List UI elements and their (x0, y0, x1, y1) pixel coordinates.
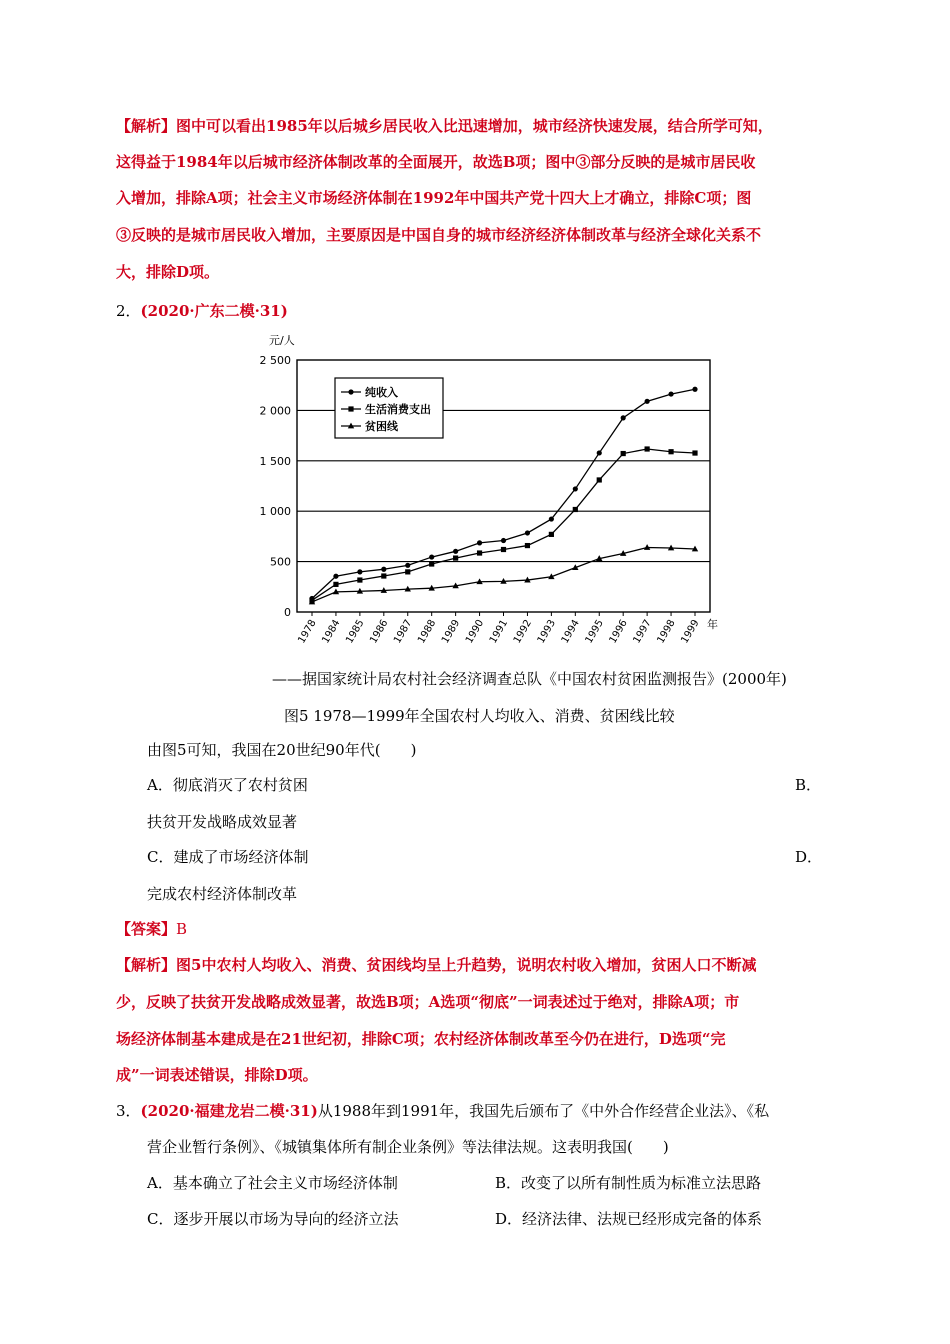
legend (335, 378, 443, 438)
y-tick-label: 2 000 (259, 404, 291, 418)
x-axis-label: 年 (707, 618, 718, 631)
x-tick-label: 1993 (535, 618, 558, 646)
y-tick-label: 0 (284, 606, 291, 619)
data-point (348, 406, 353, 411)
data-point (405, 563, 410, 568)
data-point (645, 399, 650, 404)
series-line (312, 449, 695, 600)
x-tick-label: 1986 (368, 618, 391, 646)
y-axis-label: 元/人 (269, 334, 295, 347)
data-point (621, 451, 626, 456)
x-tick-label: 1995 (583, 618, 606, 646)
q2-answer (116, 918, 187, 940)
question-source: (2020·福建龙岩二模·31) (140, 1102, 318, 1120)
data-point (668, 449, 673, 454)
x-tick-label: 1984 (320, 618, 343, 646)
chart-citation: ——据国家统计局农村社会经济调查总队《中国农村贫困监测报告》(2000年) (272, 670, 787, 688)
x-tick-label: 1994 (559, 618, 582, 646)
y-tick-label: 1 000 (259, 505, 291, 519)
q2-option-d-letter[interactable]: D． (795, 848, 823, 866)
data-point (333, 574, 338, 579)
q1-analysis-line-2: 这得益于1984年以后城市经济体制改革的全面展开，故选B项；图中③部分反映的是城市居民收 (116, 153, 756, 171)
data-point (357, 577, 362, 582)
q1-analysis-line-1 (116, 115, 773, 137)
x-tick-label: 1985 (344, 618, 367, 646)
data-point (348, 389, 353, 394)
data-point (597, 450, 602, 455)
series-triangle (309, 544, 698, 604)
q3-stem-line-2: 营企业暂行条例》、《城镇集体所有制企业条例》等法律法规。这表明我国( ) (147, 1138, 669, 1156)
q2-option-a[interactable]: A．彻底消灭了农村贫困 (147, 776, 308, 794)
data-point (477, 550, 482, 555)
data-point (453, 555, 458, 560)
data-point (381, 573, 386, 578)
answer-tag: 【答案】 (116, 920, 177, 938)
data-point (549, 532, 554, 537)
x-tick-label: 1999 (679, 618, 702, 646)
analysis-tag: 【解析】 (116, 117, 177, 135)
q2-option-b-letter[interactable]: B． (795, 776, 822, 794)
y-tick-labels (260, 354, 292, 619)
q2-analysis-line-3: 场经济体制基本建成是在21世纪初，排除C项；农村经济体制改革至今仍在进行，D选项“完 (116, 1030, 726, 1048)
question-number: 3． (116, 1102, 141, 1120)
data-point (333, 582, 338, 587)
q2-option-d-text[interactable]: 完成农村经济体制改革 (147, 885, 298, 903)
q2-analysis-line-1 (116, 954, 756, 976)
line-chart (255, 330, 725, 650)
data-point (573, 507, 578, 512)
y-tick-label: 1 500 (259, 454, 291, 468)
x-tick-labels (296, 612, 701, 646)
q2-analysis-line-2: 少，反映了扶贫开发战略成效显著，故选B项；A选项“彻底”一词表述过于绝对，排除A项；市 (116, 993, 740, 1011)
q2-option-c[interactable]: C．建成了市场经济体制 (147, 848, 309, 866)
data-point (405, 569, 410, 574)
analysis-tag: 【解析】 (116, 956, 177, 974)
data-point (357, 569, 362, 574)
data-point (525, 543, 530, 548)
y-tick-label: 500 (270, 555, 291, 569)
series-line (312, 547, 695, 601)
data-point (429, 554, 434, 559)
analysis-text: 图5中农村人均收入、消费、贫困线均呈上升趋势，说明农村收入增加，贫困人口不断减 (176, 956, 757, 974)
question-stem: 从1988年到1991年，我国先后颁布了《中外合作经营企业法》、《私 (317, 1102, 770, 1120)
answer-value: B (176, 920, 188, 938)
y-tick-label: 2 500 (259, 354, 291, 367)
data-point (692, 450, 697, 455)
data-point (501, 547, 506, 552)
q2-header (116, 300, 288, 322)
data-point (645, 446, 650, 451)
q3-option-a[interactable]: A．基本确立了社会主义市场经济体制 (147, 1174, 398, 1192)
x-tick-label: 1978 (296, 618, 319, 646)
q3-option-b[interactable]: B．改变了以所有制性质为标准立法思路 (495, 1174, 762, 1192)
q3-option-c[interactable]: C．逐步开展以市场为导向的经济立法 (147, 1210, 399, 1228)
q1-analysis-line-3: 入增加，排除A项；社会主义市场经济体制在1992年中国共产党十四大上才确立，排除C项；图 (116, 189, 752, 207)
data-point (525, 530, 530, 535)
data-point (549, 516, 554, 521)
q2-option-b-text[interactable]: 扶贫开发战略成效显著 (147, 813, 298, 831)
data-point (453, 549, 458, 554)
x-tick-label: 1992 (511, 618, 535, 646)
question-number: 2． (116, 302, 141, 320)
analysis-text: 图中可以看出1985年以后城乡居民收入比迅速增加，城市经济快速发展，结合所学可知， (176, 117, 773, 135)
x-tick-label: 1998 (655, 618, 678, 646)
data-point (429, 561, 434, 566)
data-point (573, 486, 578, 491)
data-point (597, 477, 602, 482)
x-tick-label: 1988 (416, 618, 439, 646)
question-source: (2020·广东二模·31) (140, 302, 288, 320)
data-point (477, 540, 482, 545)
q1-analysis-line-4: ③反映的是城市居民收入增加，主要原因是中国自身的城市经济经济体制改革与经济全球化关系不 (116, 226, 762, 244)
legend-label: 贫困线 (365, 420, 398, 433)
data-point (621, 415, 626, 420)
x-tick-label: 1997 (631, 618, 654, 646)
legend-label: 纯收入 (365, 386, 398, 399)
q3-option-d[interactable]: D．经济法律、法规已经形成完备的体系 (495, 1210, 763, 1228)
x-tick-label: 1989 (439, 618, 463, 646)
x-tick-label: 1996 (607, 618, 630, 646)
legend-label: 生活消费支出 (365, 403, 431, 416)
data-point (381, 567, 386, 572)
q2-analysis-line-4: 成”一词表述错误，排除D项。 (116, 1066, 318, 1084)
x-tick-label: 1990 (463, 618, 487, 646)
data-point (692, 387, 697, 392)
x-tick-label: 1987 (392, 618, 415, 646)
x-tick-label: 1991 (487, 618, 511, 646)
data-point (501, 538, 506, 543)
q2-stem: 由图5可知，我国在20世纪90年代( ) (147, 741, 417, 759)
chart-caption: 图5 1978—1999年全国农村人均收入、消费、贫困线比较 (284, 707, 675, 725)
q3-stem-line-1 (116, 1100, 769, 1122)
q1-analysis-line-5: 大，排除D项。 (116, 263, 220, 281)
data-point (668, 391, 673, 396)
